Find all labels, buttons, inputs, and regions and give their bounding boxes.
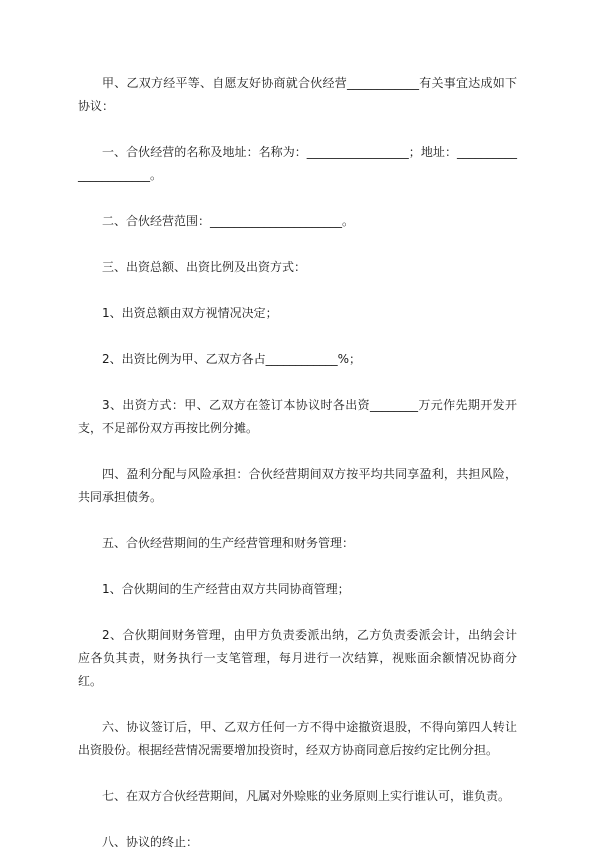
paragraph-clause-6-withdrawal: 六、协议签订后，甲、乙双方任何一方不得中途撤资退股，不得向第四人转让出资股份。根据经营情况需要增加投资时，经双方协商同意后按约定比例分担。 xyxy=(78,720,517,757)
paragraph-clause-4-profit-risk: 四、盈利分配与风险承担：合伙经营期间双方按平均共同享盈利，共担风险，共同承担债务。 xyxy=(78,467,517,504)
paragraph-clause-8-termination: 八、协议的终止： xyxy=(102,835,199,849)
paragraph-clause-5-item-1: 1、合伙期间的生产经营由双方共同协商管理； xyxy=(102,582,350,596)
paragraph-clause-5-heading: 五、合伙经营期间的生产经营管理和财务管理： xyxy=(102,536,355,550)
paragraph-clause-7-credit: 七、在双方合伙经营期间，凡属对外赊账的业务原则上实行谁认可，谁负责。 xyxy=(102,789,511,803)
paragraph-clause-5-item-2: 2、合伙期间财务管理，由甲方负责委派出纳，乙方负责委派会计，出纳会计应各负其责，财务执行一支笔管理，每月进行一次结算，视账面余额情况协商分红。 xyxy=(78,628,517,688)
paragraph-clause-3-heading: 三、出资总额、出资比例及出资方式： xyxy=(102,260,307,274)
paragraph-intro: 甲、乙双方经平等、自愿友好协商就合伙经营____________有关事宜达成如下协议： xyxy=(78,76,517,113)
paragraph-clause-2-scope: 二、合伙经营范围：______________________。 xyxy=(102,214,355,228)
paragraph-clause-3-item-3: 3、出资方式：甲、乙双方在签订本协议时各出资________万元作先期开发开支，不足部份双方再按比例分摊。 xyxy=(78,398,517,435)
paragraph-clause-3-item-2: 2、出资比例为甲、乙双方各占____________%； xyxy=(102,352,362,366)
paragraph-clause-1-name-address: 一、合伙经营的名称及地址：名称为：_________________；地址：______________________。 xyxy=(78,145,517,182)
paragraph-clause-3-item-1: 1、出资总额由双方视情况决定； xyxy=(102,306,278,320)
